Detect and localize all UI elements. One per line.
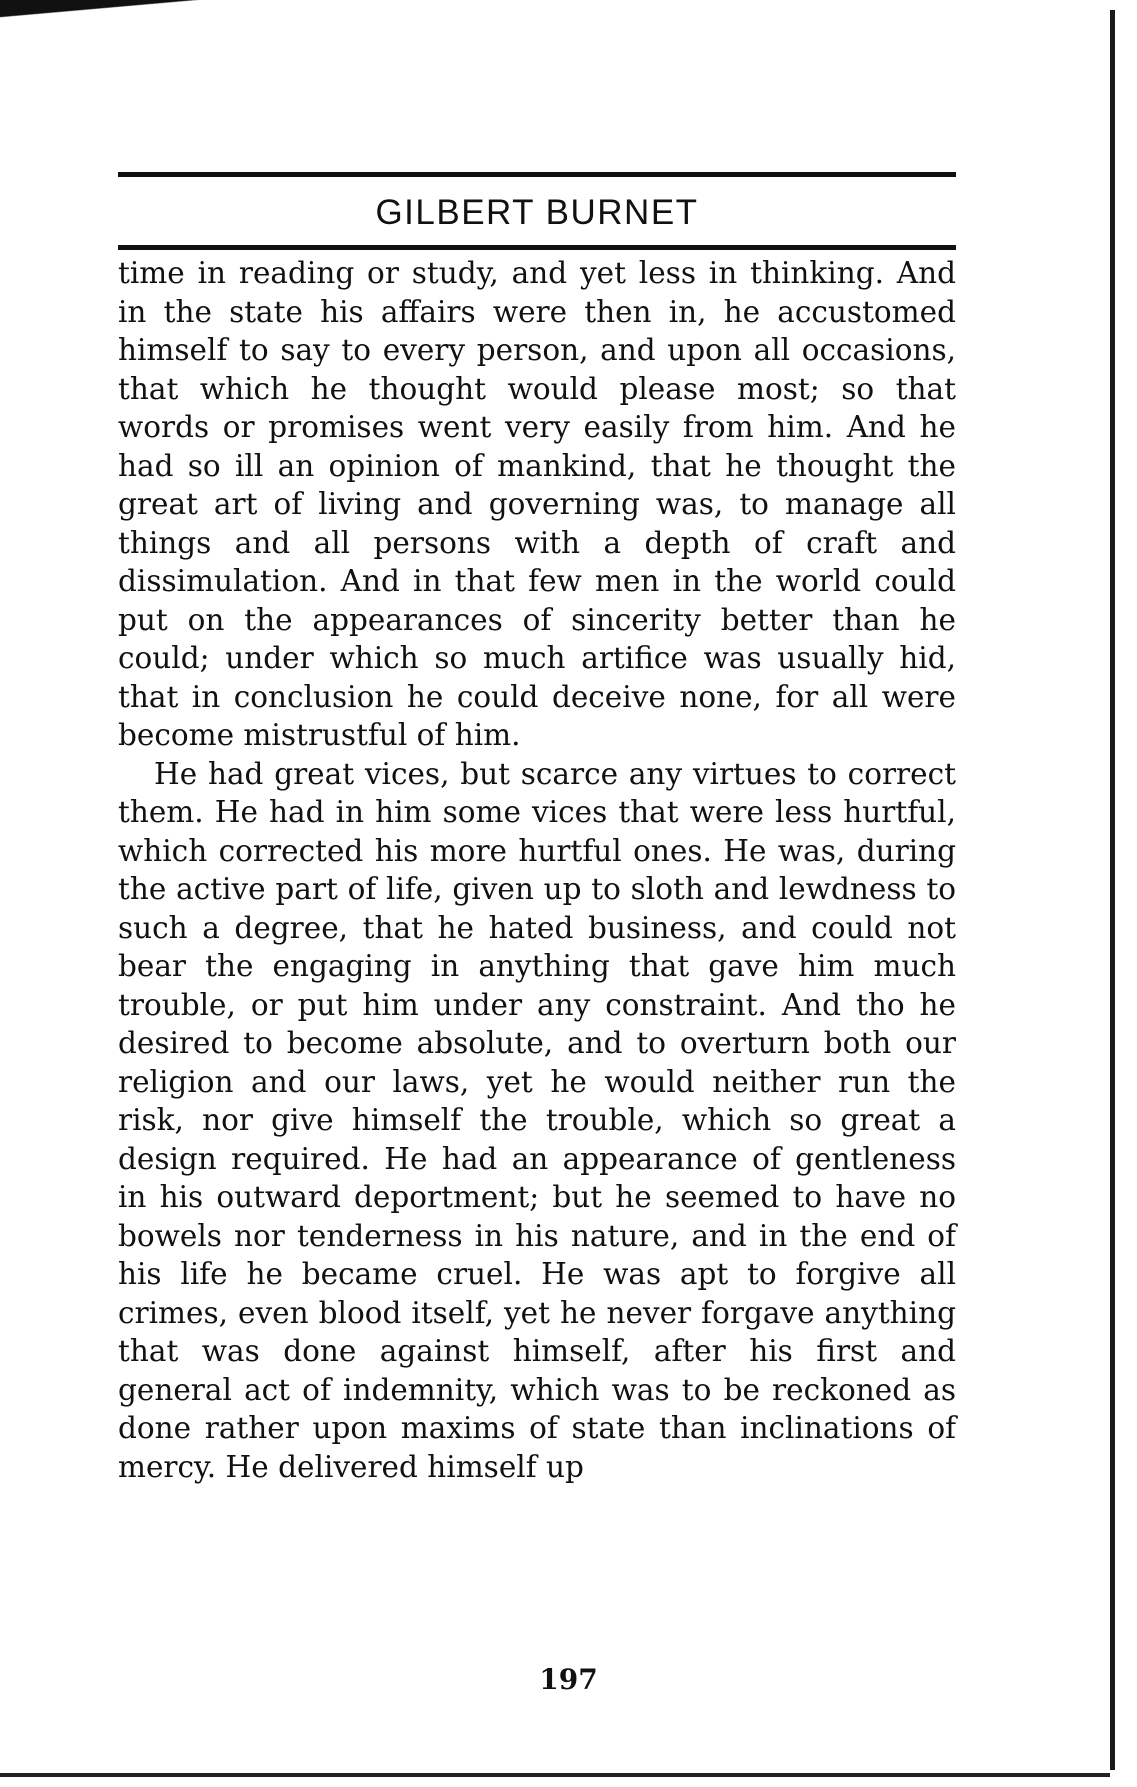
paragraph-1: time in reading or study, and yet less in thinking. And in the state his affairs were then in, he accustomed himself to say to every person, and upon all occasions, that which he thought would please most; so that words or promises went very easily from him. And he had so ill an opinion of mankind, that he thought the great art of living and governing was, to manage all things and all persons with a depth of craft and dissimulation. And in that few men in the world could put on the appearances of sincerity better than he could; under which so much artifice was usually hid, that in conclusion he could deceive none, for all were become mistrustful of him. [118, 256, 956, 752]
header-rule-top [118, 172, 956, 177]
running-head: GILBERT BURNET [375, 193, 699, 232]
scan-edge-right [1110, 10, 1115, 1770]
header-rule-bottom [118, 245, 956, 250]
body-text [118, 254, 956, 1486]
scan-margin-mark [0, 0, 245, 34]
scan-edge-bottom [0, 1773, 1110, 1777]
book-page [118, 172, 956, 1486]
page-number: 197 [539, 1663, 598, 1696]
paragraph-2: He had great vices, but scarce any virtues to correct them. He had in him some vices that were less hurtful, which corrected his more hurtful ones. He was, during the active part of life, given up to sloth and lewdness to such a degree, that he hated business, and could not bear the engaging in anything that gave him much trouble, or put him under any constraint. And tho he desired to become absolute, and to overturn both our religion and our laws, yet he would neither run the risk, nor give himself the trouble, which so great a design required. He had an appearance of gentleness in his outward deportment; but he seemed to have no bowels nor tenderness in his nature, and in the end of his life he became cruel. He was apt to forgive all crimes, even blood itself, yet he never forgave anything that was done against himself, after his first and general act of indemnity, which was to be reckoned as done rather upon maxims of state than inclinations of mercy. He delivered himself up [118, 756, 956, 1484]
